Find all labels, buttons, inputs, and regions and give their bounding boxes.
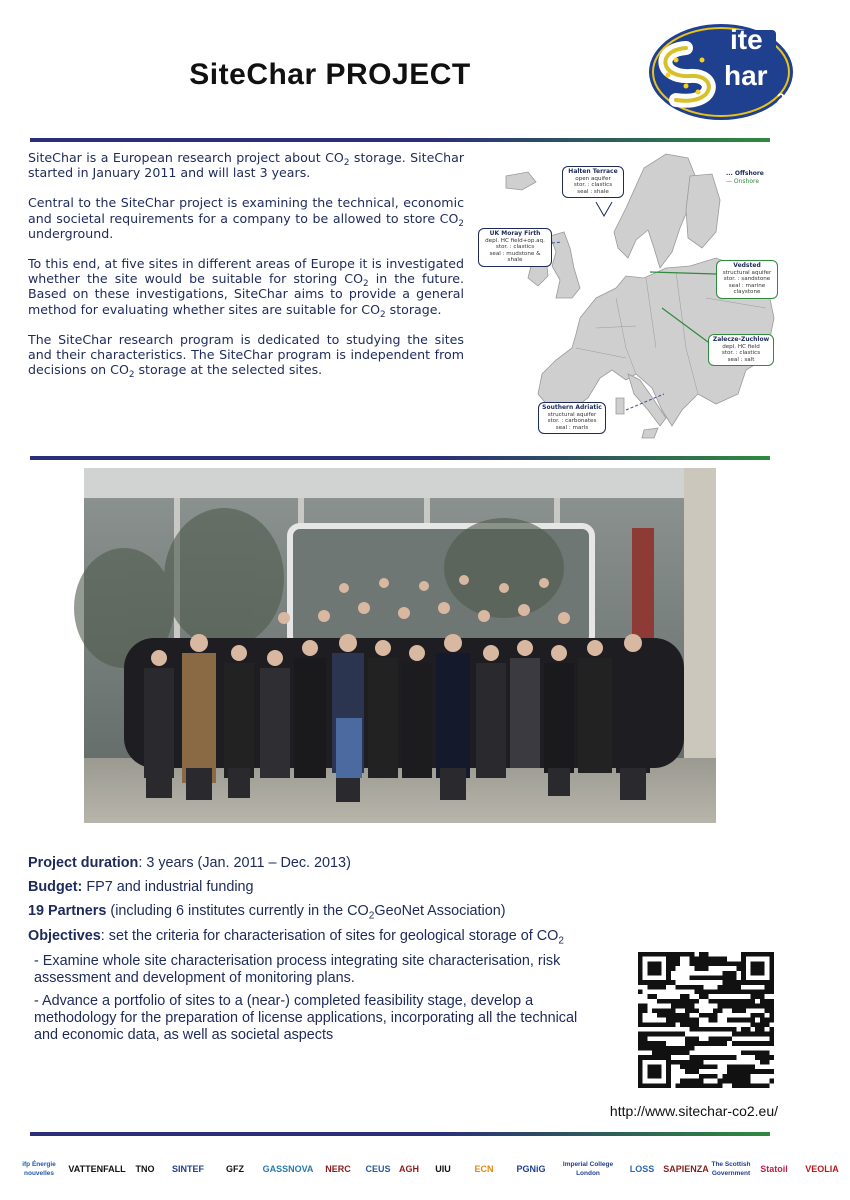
partner-logo: SINTEF [171,1163,204,1174]
logo-text-top: ite [730,24,763,55]
intro-paragraph: The SiteChar research program is dedicated to studying the sites and their characteristics. The SiteChar program is independent from decisions on $CO_2$ storage at the selected sites. [28,331,464,381]
partner-logo: GASSNOVA [262,1163,314,1174]
partner-logo: AGH [399,1163,419,1174]
partner-logo: VEOLIA [805,1163,839,1174]
objective-bullet: - Examine whole site characterisation process integrating site characterisation, risk assessment and development of monitoring plans. [34,953,561,986]
project-url-link[interactable]: http://www.sitechar-co2.eu/ [609,1103,778,1119]
partner-logo: PGNiG [516,1163,546,1174]
map-callout-southern-adriatic: Southern Adriatic structural aquifer stor. : carbonates seal : marls [538,402,606,434]
partner-logo: SAPIENZA [663,1163,709,1174]
middle-divider [30,456,770,460]
partner-logo: Imperial College London [562,1161,614,1177]
project-objectives: Objectives: set the criteria for characterisation of sites for geological storage of $CO_2$ [28,928,564,947]
map-callout-zalecze-zuchlow: Zalecze-Zuchlow depl. HC field stor. : clastics seal : salt [708,334,774,366]
europe-sites-map [476,148,776,440]
partner-logo: UIU [435,1163,451,1174]
partner-logo: Statoil [760,1163,788,1174]
top-divider [30,138,770,142]
map-callout-uk-moray-firth: UK Moray Firth depl. HC field+op.aq. stor. : clastics seal : mudstone & shale [478,228,552,267]
partner-logo: LOSS [629,1163,655,1174]
partner-logo: VATTENFALL [68,1163,126,1174]
project-duration: Project duration: 3 years (Jan. 2011 – Dec. 2013) [28,855,351,871]
partner-logo: NERC [325,1163,351,1174]
intro-paragraph: Central to the SiteChar project is examining the technical, economic and societal requirements for a company to be allowed to store $CO_2$ underground. [28,195,464,241]
partner-logo: ECN [474,1163,494,1174]
map-callout-vedsted: Vedsted structural aquifer stor. : sandstone seal : marine claystone [716,260,778,299]
sitechar-logo [646,20,796,124]
partner-logo: TNO [135,1163,155,1174]
partner-logo: ifp Énergie nouvelles [22,1161,56,1177]
logo-text-bottom: har [724,60,768,91]
qr-code [638,952,774,1088]
project-partners: 19 Partners (including 6 institutes currently in the $CO_2GeoNet$ Association) [28,903,506,922]
bottom-divider [30,1132,770,1136]
intro-paragraph: SiteChar is a European research project about $CO_2$ storage. SiteChar started in January 2011 and will last 3 years. [28,150,465,181]
logo-subscript: 2 [777,90,785,106]
intro-paragraph: To this end, at five sites in different areas of Europe it is investigated whether the site would be suitable for storing $CO_2$ in the future. Based on these investigations, SiteChar aims to provide a general method for evaluating whether sites are suitable for $CO_2$ storage. [28,256,464,320]
group-photo [84,468,716,823]
project-details [28,855,628,1044]
partner-logo: GFZ [226,1163,244,1174]
legend-offshore: ... Offshore [726,170,764,177]
map-legend [726,170,764,186]
intro-text [28,150,464,392]
partner-logo: The Scottish Government [711,1161,751,1177]
partner-logos [0,1140,839,1198]
page-title: SiteChar PROJECT [189,58,471,91]
map-callout-halten-terrace: Halten Terrace open aquifer stor. : clastics seal : shale [562,166,624,198]
legend-onshore: — Onshore [726,178,760,185]
objective-bullet: - Advance a portfolio of sites to a (near-) completed feasibility stage, develop a methodology for the preparation of license applications, incorporating all the technical and economic data, as well as societal aspects [34,993,578,1043]
project-budget: Budget: FP7 and industrial funding [28,879,254,895]
partner-logo: CEUS [365,1163,391,1174]
